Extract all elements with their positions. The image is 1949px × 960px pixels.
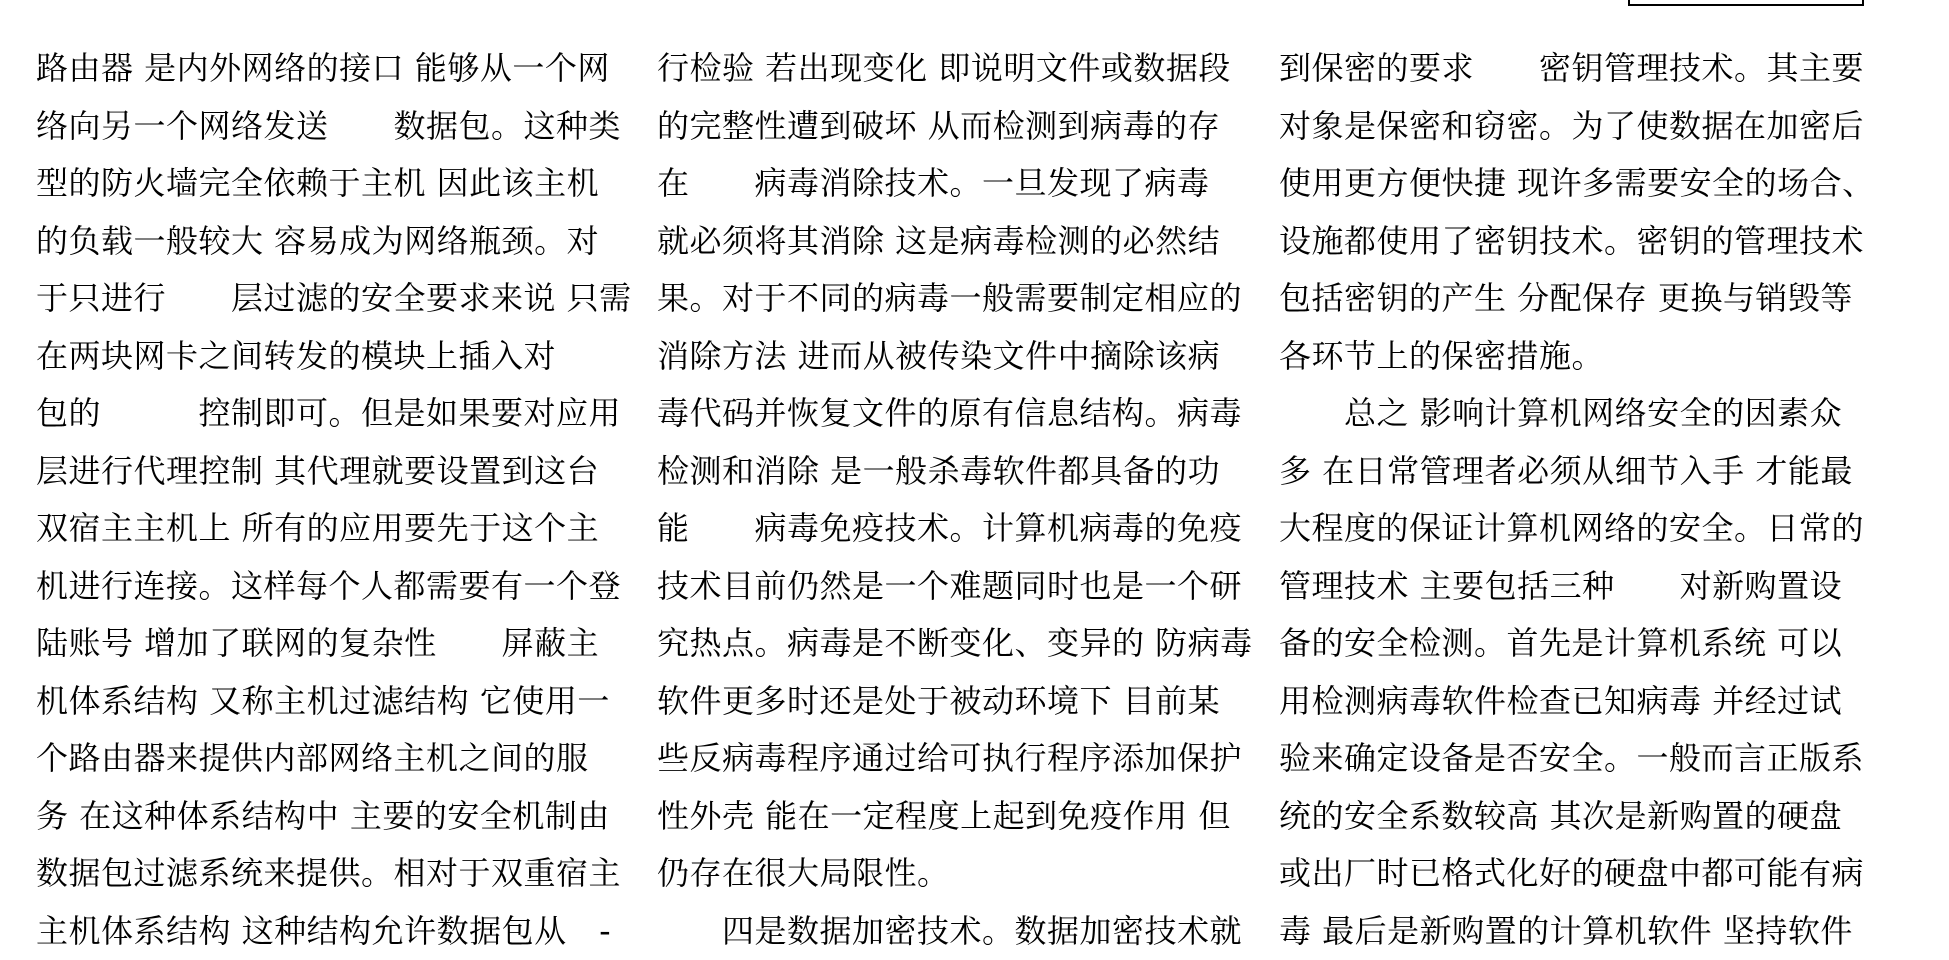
- text-line: 的负载一般较大 容易成为网络瓶颈。对: [36, 213, 636, 271]
- text-line: 各环节上的保密措施。: [1279, 328, 1879, 386]
- text-line: 备的安全检测。首先是计算机系统 可以: [1279, 615, 1879, 673]
- text-line: 用检测病毒软件检查已知病毒 并经过试: [1279, 673, 1879, 731]
- text-line: 到保密的要求 密钥管理技术。其主要: [1279, 40, 1879, 98]
- text-line: 主机体系结构 这种结构允许数据包从 -: [36, 903, 636, 960]
- text-line: 性外壳 能在一定程度上起到免疫作用 但: [657, 788, 1257, 846]
- text-line: 机进行连接。这样每个人都需要有一个登: [36, 558, 636, 616]
- text-line: 数据包过滤系统来提供。相对于双重宿主: [36, 845, 636, 903]
- text-line: 设施都使用了密钥技术。密钥的管理技术: [1279, 213, 1879, 271]
- text-line: 对象是保密和窃密。为了使数据在加密后: [1279, 98, 1879, 156]
- header-frame-box: [1628, 0, 1864, 6]
- text-line: 的完整性遭到破坏 从而检测到病毒的存: [657, 98, 1257, 156]
- text-line: 双宿主主机上 所有的应用要先于这个主: [36, 500, 636, 558]
- text-line: 能 病毒免疫技术。计算机病毒的免疫: [657, 500, 1257, 558]
- text-line: 技术目前仍然是一个难题同时也是一个研: [657, 558, 1257, 616]
- text-line: 毒代码并恢复文件的原有信息结构。病毒: [657, 385, 1257, 443]
- text-column-left: [36, 40, 636, 960]
- text-line: 陆账号 增加了联网的复杂性 屏蔽主: [36, 615, 636, 673]
- text-line: 在 病毒消除技术。一旦发现了病毒: [657, 155, 1257, 213]
- text-line: 总之 影响计算机网络安全的因素众: [1279, 385, 1879, 443]
- text-line: 消除方法 进而从被传染文件中摘除该病: [657, 328, 1257, 386]
- text-line: 检测和消除 是一般杀毒软件都具备的功: [657, 443, 1257, 501]
- text-line: 个路由器来提供内部网络主机之间的服: [36, 730, 636, 788]
- text-column-right: [1279, 40, 1879, 960]
- text-line: 就必须将其消除 这是病毒检测的必然结: [657, 213, 1257, 271]
- text-line: 验来确定设备是否安全。一般而言正版系: [1279, 730, 1879, 788]
- text-line: 四是数据加密技术。数据加密技术就: [657, 903, 1257, 960]
- text-line: 究热点。病毒是不断变化、变异的 防病毒: [657, 615, 1257, 673]
- text-line: 行检验 若出现变化 即说明文件或数据段: [657, 40, 1257, 98]
- text-line: 大程度的保证计算机网络的安全。日常的: [1279, 500, 1879, 558]
- text-line: 或出厂时已格式化好的硬盘中都可能有病: [1279, 845, 1879, 903]
- text-line: 软件更多时还是处于被动环境下 目前某: [657, 673, 1257, 731]
- text-line: 仍存在很大局限性。: [657, 845, 1257, 903]
- text-line: 使用更方便快捷 现许多需要安全的场合、: [1279, 155, 1879, 213]
- text-line: 毒 最后是新购置的计算机软件 坚持软件: [1279, 903, 1879, 960]
- text-column-middle: [657, 40, 1257, 960]
- text-line: 络向另一个网络发送 数据包。这种类: [36, 98, 636, 156]
- text-line: 些反病毒程序通过给可执行程序添加保护: [657, 730, 1257, 788]
- text-line: 于只进行 层过滤的安全要求来说 只需: [36, 270, 636, 328]
- text-line: 多 在日常管理者必须从细节入手 才能最: [1279, 443, 1879, 501]
- text-line: 在两块网卡之间转发的模块上插入对: [36, 328, 636, 386]
- text-line: 果。对于不同的病毒一般需要制定相应的: [657, 270, 1257, 328]
- text-line: 型的防火墙完全依赖于主机 因此该主机: [36, 155, 636, 213]
- text-line: 机体系结构 又称主机过滤结构 它使用一: [36, 673, 636, 731]
- text-line: 统的安全系数较高 其次是新购置的硬盘: [1279, 788, 1879, 846]
- text-line: 包括密钥的产生 分配保存 更换与销毁等: [1279, 270, 1879, 328]
- text-line: 层进行代理控制 其代理就要设置到这台: [36, 443, 636, 501]
- text-line: 路由器 是内外网络的接口 能够从一个网: [36, 40, 636, 98]
- text-line: 管理技术 主要包括三种 对新购置设: [1279, 558, 1879, 616]
- text-line: 包的 控制即可。但是如果要对应用: [36, 385, 636, 443]
- text-line: 务 在这种体系结构中 主要的安全机制由: [36, 788, 636, 846]
